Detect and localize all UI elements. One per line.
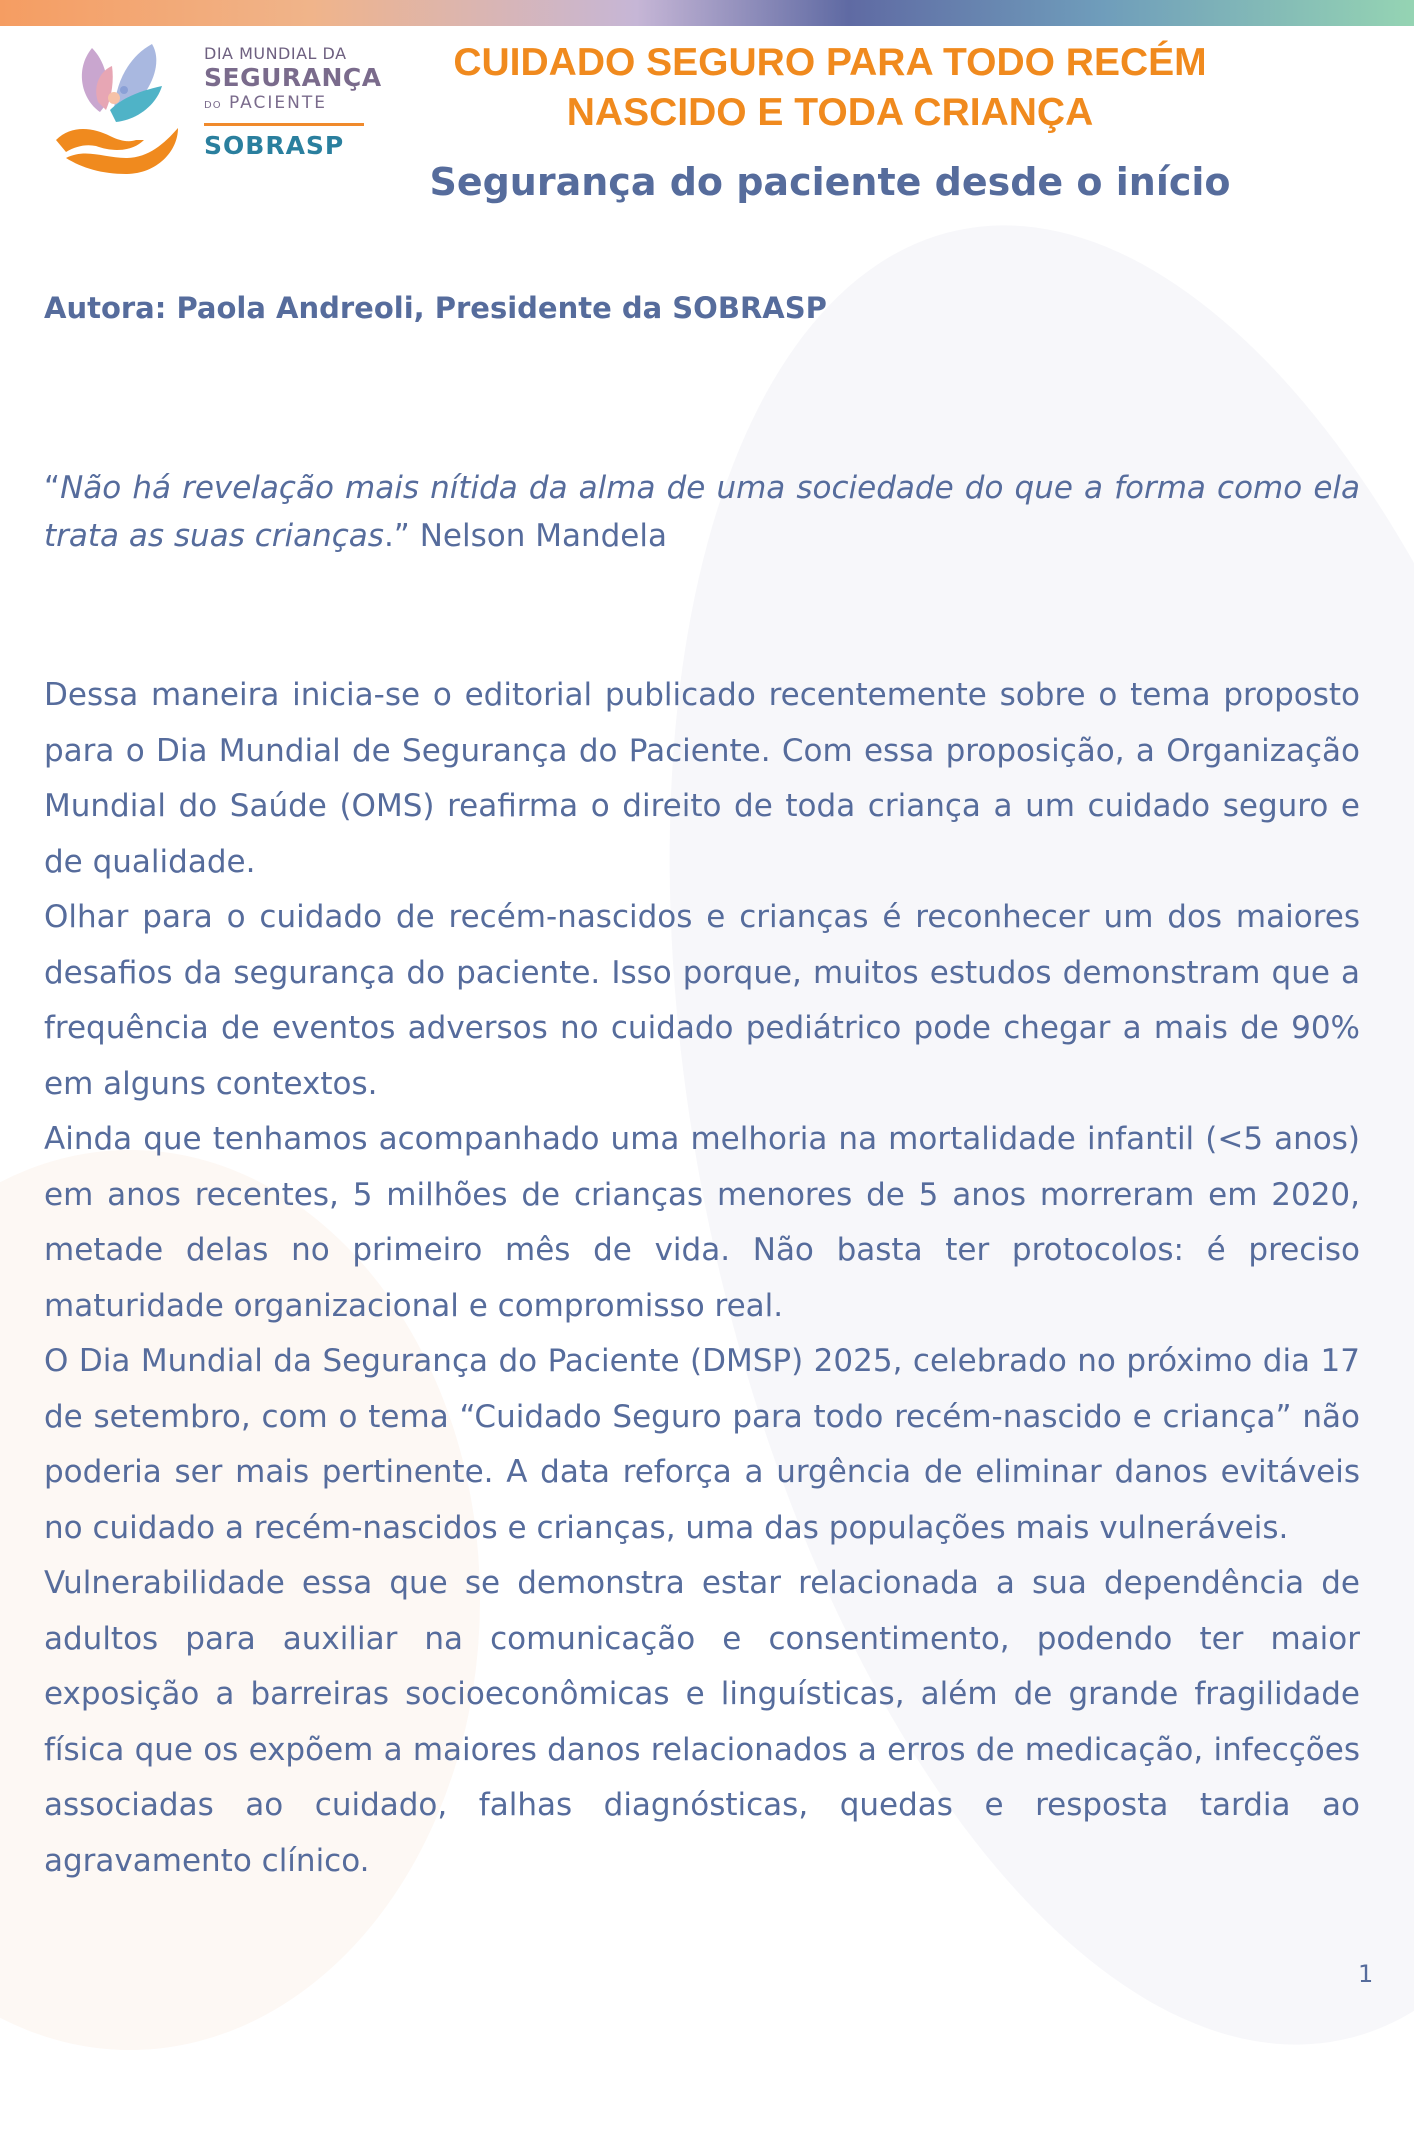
logo-org: SOBRASP (204, 131, 345, 160)
logo-line-3-small: DO (204, 100, 222, 111)
paragraph-3: Ainda que tenhamos acompanhado uma melhoria na mortalidade infantil (<5 anos) em anos recentes, 5 milhões de crianças menores de 5 anos morreram em 2020, metade delas no primeiro mês de vida. Não basta ter protocolos: é preciso maturidade organizacional e compromisso real. (44, 1121, 1360, 1324)
quote-open: “ (44, 470, 61, 506)
article-body (44, 288, 1360, 1889)
top-gradient-bar (0, 0, 1414, 26)
logo-divider (204, 123, 364, 126)
heart-hands-icon (52, 40, 182, 180)
page-title: CUIDADO SEGURO PARA TODO RECÉM NASCIDO E TODA CRIANÇA (453, 41, 1207, 134)
quote-text: Não há revelação mais nítida da alma de uma sociedade do que a forma como ela trata as suas crianças (44, 470, 1360, 554)
quote-attribution: Nelson Mandela (419, 518, 667, 554)
logo-line-1: DIA MUNDIAL DA (204, 44, 347, 63)
paragraph-list (44, 668, 1360, 1889)
logo-line-3-main: PACIENTE (228, 93, 327, 113)
page-subtitle: Segurança do paciente desde o início (429, 160, 1231, 204)
page-number: 1 (1358, 1960, 1374, 1988)
quote-close: .” (383, 518, 420, 554)
paragraph-1: Dessa maneira inicia-se o editorial publicado recentemente sobre o tema proposto para o Dia Mundial de Segurança do Paciente. Com essa proposição, a Organização Mundial do Saúde (OMS) reafirma o direito de toda criança a um cuidado seguro e de qualidade. (44, 677, 1360, 880)
paragraph-4: O Dia Mundial da Segurança do Paciente (DMSP) 2025, celebrado no próximo dia 17 de setembro, com o tema “Cuidado Seguro para todo recém-nascido e criança” não poderia ser mais pertinente. A data reforça a urgência de eliminar danos evitáveis no cuidado a recém-nascidos e crianças, uma das populações mais vulneráveis. (44, 1343, 1360, 1546)
event-logo (52, 40, 382, 180)
paragraph-5: Vulnerabilidade essa que se demonstra estar relacionada a sua dependência de adultos para auxiliar na comunicação e consentimento, podendo ter maior exposição a barreiras socioeconômicas e linguísticas, além de grande fragilidade física que os expõem a maiores danos relacionados a erros de medicação, infecções associadas ao cuidado, falhas diagnósticas, quedas e resposta tardia ao agravamento clínico. (44, 1565, 1360, 1879)
epigraph-quote (44, 464, 1360, 560)
logo-line-2: SEGURANÇA (204, 63, 382, 92)
paragraph-2: Olhar para o cuidado de recém-nascidos e crianças é reconhecer um dos maiores desafios da segurança do paciente. Isso porque, muitos estudos demonstram que a frequência de eventos adversos no cuidado pediátrico pode chegar a mais de 90% em alguns contextos. (44, 899, 1360, 1102)
author-line: Autora: Paola Andreoli, Presidente da SOBRASP (44, 291, 827, 325)
logo-line-3 (204, 92, 374, 117)
